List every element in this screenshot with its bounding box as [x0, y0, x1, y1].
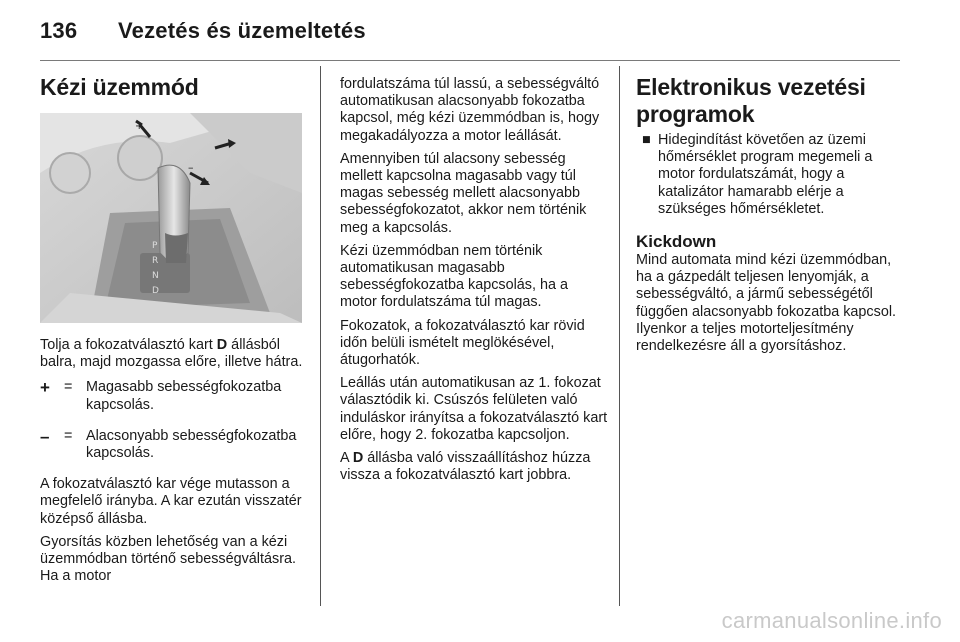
paragraph: Kézi üzemmódban nem történik automatikusan magasabb sebességfokozatba kapcsolás, ha a motor fordulatszáma túl magas.: [340, 242, 569, 311]
legend-downshift-text: Alacsonyabb sebességfokozatba kapcsolás.: [86, 427, 297, 462]
page-number: 136: [40, 18, 78, 43]
watermark: carmanualsonline.info: [721, 608, 942, 633]
svg-text:N: N: [152, 271, 159, 281]
paragraph: fordulatszáma túl lassú, a sebességváltó automatikusan alacsonyabb fokozatba kapcsol, még kézi üzemmódban is, hogy megakadályozza a motor leállását.: [340, 76, 600, 144]
paragraph: Leállás után automatikusan az 1. fokozat választódik ki. Csúszós felületen való induláskor irányítsa a fokozatválasztó kart előre, hogy 2. fokozatba kapcsoljon.: [340, 375, 608, 443]
column-divider-1: [320, 66, 321, 606]
paragraph: Mind automata mind kézi üzemmódban, ha a gázpedált teljesen lenyomják, a sebességváltó, a jármű sebességétől függően alacsonyabb fokozatba kapcsol. Ilyenkor a teljes motorteljesítmény rendelkezésre áll a gyorsításhoz.: [636, 252, 897, 355]
paragraph: Gyorsítás közben lehetőség van a kézi üzemmódban történő sebességváltásra. Ha a motor: [40, 533, 296, 585]
svg-text:P: P: [152, 241, 158, 251]
gear-selector-photo: [40, 113, 302, 323]
section-title-manual-mode: Kézi üzemmód: [40, 74, 199, 100]
svg-text:+: +: [135, 121, 144, 132]
paragraph: A D állásba való visszaállításhoz húzza vissza a fokozatválasztó kart jobbra.: [340, 450, 591, 484]
column-1: [40, 68, 308, 591]
legend-upshift-text: Magasabb sebességfokozatba kapcsolás.: [86, 379, 282, 413]
minus-icon: –: [40, 426, 50, 446]
list-item: ■ Hidegindítást követően az üzemi hőmérséklet program megemeli a motor fordulatszámát, hogy a katalizátor hamarabb elérje a szükséges hőmérsékletet.: [642, 132, 873, 217]
bullet-square-icon: ■: [642, 132, 651, 148]
column-2: [340, 76, 608, 490]
intro-paragraph: Tolja a fokozatválasztó kart D állásból balra, majd mozgassa előre, illetve hátra.: [40, 337, 303, 371]
svg-text:D: D: [152, 286, 159, 296]
paragraph: A fokozatválasztó kar vége mutasson a megfelelő irányba. A kar ezután visszatér középső állásba.: [40, 476, 302, 527]
svg-text:–: –: [188, 161, 194, 174]
chapter-title: Vezetés és üzemeltetés: [118, 18, 366, 43]
section-title-kickdown: Kickdown: [636, 232, 717, 252]
plus-icon: +: [40, 378, 50, 398]
legend-downshift: – = Alacsonyabb sebességfokozatba kapcsolás.: [40, 426, 297, 462]
paragraph: Amennyiben túl alacsony sebesség mellett kapcsolna magasabb vagy túl magas sebesség mellett alacsonyabb sebességfokozatot, akkor nem történik meg a kapcsolás.: [340, 150, 587, 236]
column-divider-2: [619, 66, 620, 606]
page-header: [40, 18, 900, 48]
section-title-driving-programs: Elektronikus vezetési programok: [636, 74, 866, 127]
legend-upshift: + = Magasabb sebességfokozatba kapcsolás.: [40, 378, 282, 413]
svg-text:R: R: [152, 256, 159, 266]
column-3: [636, 68, 906, 361]
header-divider: [40, 60, 900, 61]
paragraph: Fokozatok, a fokozatválasztó kar rövid időn belüli ismételt meglökésével, átugorhatók.: [340, 317, 585, 369]
